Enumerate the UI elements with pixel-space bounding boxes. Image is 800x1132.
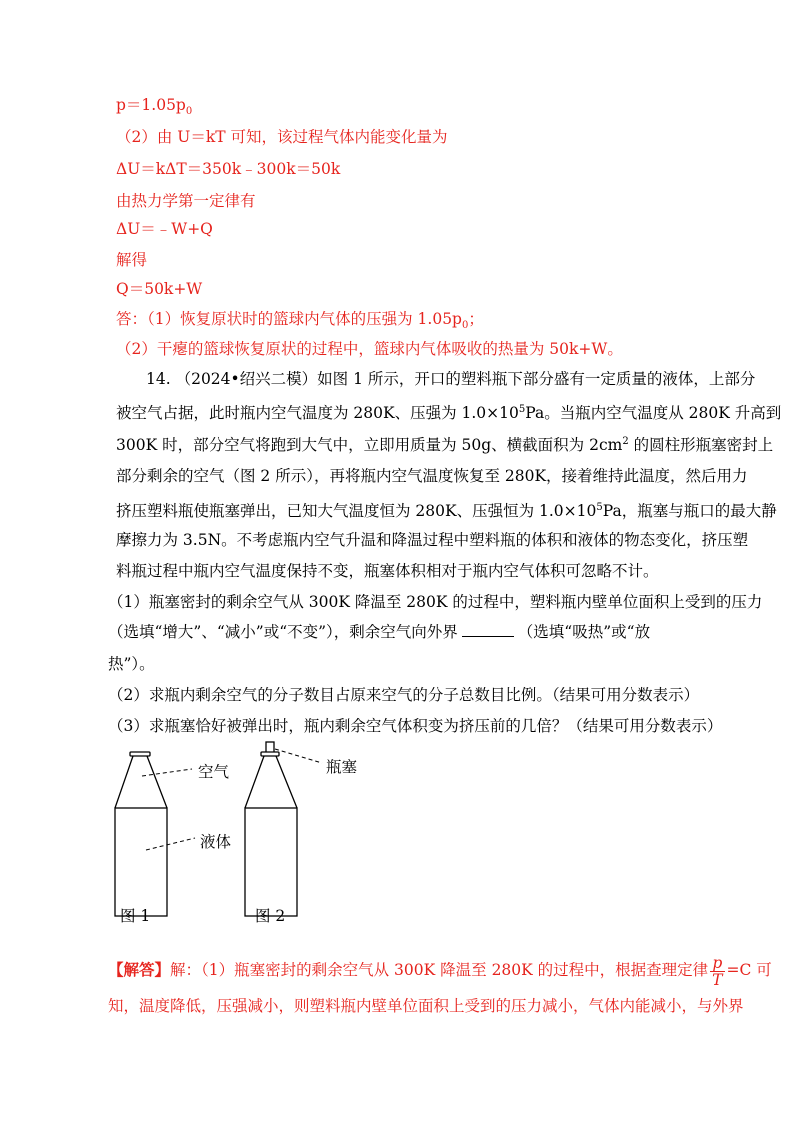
question-3: （3）求瓶塞恰好被弹出时，瓶内剩余空气体积变为挤压前的几倍？（结果可用分数表示） <box>108 717 723 735</box>
bottle-1-body <box>115 808 167 916</box>
answer-part2-intro: （2）由 U＝kT 可知，该过程气体内能变化量为 <box>116 128 448 146</box>
label-air: 空气 <box>198 763 230 781</box>
caption-figure-1: 图 1 <box>120 907 151 925</box>
bottle-figure-2 <box>245 742 322 916</box>
solution-line-1: 【解答】解：（1）瓶塞密封的剩余空气从 300K 降温至 280K 的过程中，根据查理定律 $\frac{p}{T}$ =C 可 <box>108 953 772 989</box>
problem-line-6: 摩擦力为 3.5N。不考虑瓶内空气升温和降温过程中塑料瓶的体积和液体的物态变化，挤压塑 <box>116 531 749 549</box>
question-2: （2）求瓶内剩余空气的分子数目占原来空气的分子总数目比例。（结果可用分数表示） <box>108 686 700 704</box>
solution-line-2: 知，温度降低，压强减小，则塑料瓶内壁单位面积上受到的压力减小，气体内能减小，与外界 <box>108 997 744 1015</box>
stopper-pointer-line <box>275 749 322 763</box>
problem-line-2: 被空气占据，此时瓶内空气温度为 280K、压强为 $1.0\times 10^5Pa$。当瓶内空气温度从 280K 升高到 <box>116 404 782 423</box>
liquid-pointer-line <box>146 838 195 850</box>
bottle-1-shoulder-left <box>115 756 133 808</box>
answer-solve-word: 解得 <box>116 251 148 269</box>
caption-figure-2: 图 2 <box>255 907 286 925</box>
answer-conclusion-2: （2）干瘪的篮球恢复原状的过程中，篮球内气体吸收的热量为 50k+W。 <box>116 340 623 358</box>
bottle-2-shoulder-right <box>276 756 297 808</box>
bottle-1-lip <box>130 752 150 756</box>
problem-line-3: 300K 时，部分空气将跑到大气中，立即用质量为 50g、横截面积为 $2cm^2$ 的圆柱形瓶塞密封上 <box>116 436 774 455</box>
question-1-line-1: （1）瓶塞密封的剩余空气从 300K 降温至 280K 的过程中，塑料瓶内壁单位面积上受到的压力 <box>108 593 763 611</box>
answer-q-result: Q＝50k+W <box>116 280 203 298</box>
label-stopper: 瓶塞 <box>326 758 358 776</box>
bottle-2-body <box>245 808 297 916</box>
question-1-line-3: 热”）。 <box>108 655 155 673</box>
bottle-2-shoulder-left <box>245 756 264 808</box>
answer-conclusion-1: 答：（1）恢复原状时的篮球内气体的压强为 $1.05p_0$； <box>116 310 484 332</box>
problem-line-7: 料瓶过程中瓶内空气温度保持不变，瓶塞体积相对于瓶内空气体积可忽略不计。 <box>116 562 659 580</box>
answer-blank[interactable] <box>462 622 514 637</box>
bottle-1-shoulder-right <box>147 756 167 808</box>
bottle-figure <box>100 740 400 925</box>
bottle-figure-1 <box>115 752 195 916</box>
bottle-2-lip <box>261 752 279 756</box>
question-1-line-2: （选填“增大”、“减小”或“不变”），剩余空气向外界 （选填“吸热”或“放 <box>108 623 651 641</box>
answer-delta-u: ΔU＝kΔT＝350k﹣300k＝50k <box>116 160 341 178</box>
label-liquid: 液体 <box>200 833 232 851</box>
air-pointer-line <box>142 769 192 776</box>
problem-line-5: 挤压塑料瓶使瓶塞弹出，已知大气温度恒为 280K、压强恒为 $1.0\times 10^5Pa$，瓶塞与瓶口的最大静 <box>116 502 777 521</box>
problem-line-1: 14. （2024•绍兴二模）如图 1 所示，开口的塑料瓶下部分盛有一定质量的液体，上部分 <box>146 370 756 388</box>
answer-first-law-eq: ΔU＝﹣W+Q <box>116 220 213 238</box>
problem-line-4: 部分剩余的空气（图 2 所示），再将瓶内空气温度恢复至 280K，接着维持此温度，然后用力 <box>116 467 748 485</box>
answer-first-law-intro: 由热力学第一定律有 <box>116 192 256 210</box>
answer-p-line: $p=1.05p_0$ <box>116 96 193 118</box>
charles-law-fraction: $\frac{p}{T}$ <box>712 953 723 989</box>
